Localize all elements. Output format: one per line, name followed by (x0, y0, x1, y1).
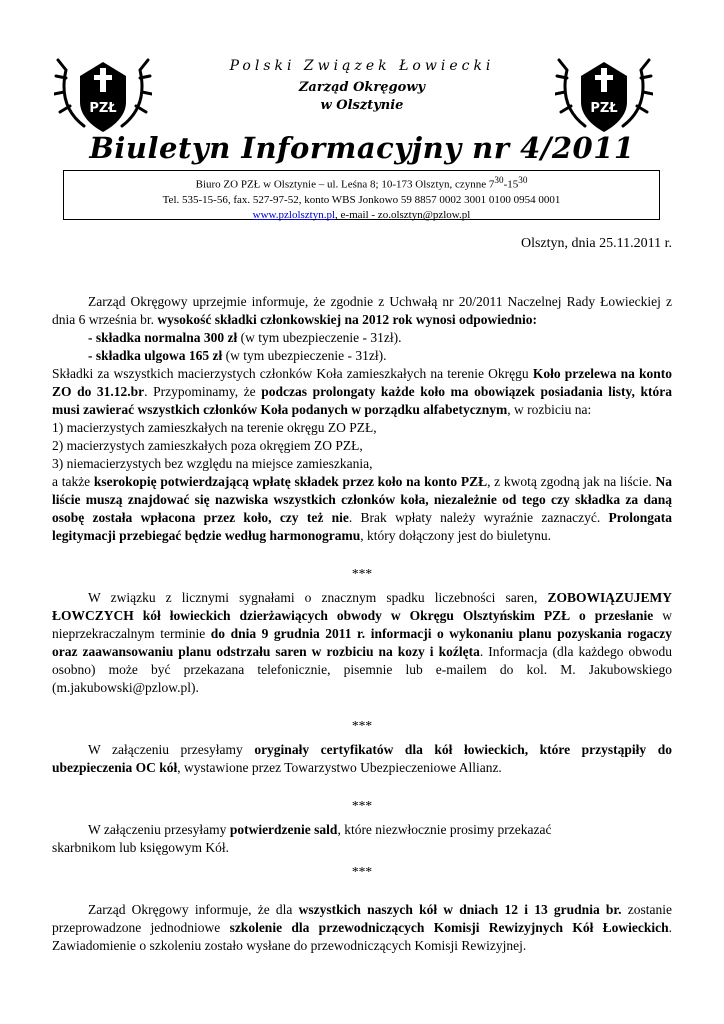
hours-sup: 30 (494, 175, 504, 185)
paragraph-certificates: W załączeniu przesyłamy oryginały certyfikatów dla kół łowieckich, które przystąpiły do ubezpieczenia OC kół, wystawione przez Towarzystwo Ubezpieczeniowe Allianz. (52, 742, 672, 775)
hours-mid: -15 (503, 178, 519, 191)
website-link[interactable]: www.pzlolsztyn.pl (252, 208, 336, 221)
address-line-2: Tel. 535-15-56, fax. 527-97-52, konto WBS Jonkowo 59 8857 0002 3001 0100 0954 0001 (162, 193, 561, 206)
address-text: Biuro ZO PZŁ w Olsztynie – ul. Leśna 8; 10-173 Olsztyn, czynne 7 (195, 178, 495, 191)
bulletin-title: Biuletyn Informacyjny nr 4/2011 (89, 131, 635, 165)
list-item: 1) macierzystych zamieszkałych na terenie okręgu ZO PZŁ, (52, 420, 377, 435)
paragraph-balances: W załączeniu przesyłamy potwierdzenie sald, które niezwłocznie prosimy przekazać (88, 822, 552, 837)
paragraph-roe-deer: W związku z licznymi sygnałami o znacznym spadku liczebności saren, ZOBOWIĄZUJEMY ŁOWCZYCH kół łowieckich dzierżawiących obwody w Okręgu Olsztyńskim PZŁ o przesłanie w nieprzekraczalnym terminie do dnia 9 grudnia 2011 r. informacji o wykonaniu planu pozyskania rogaczy oraz zaawansowaniu planu odstrzału saren w rozbiciu na kozy i koźlęta. Informacja (dla każdego obwodu osobno) może być przekazana telefonicznie, pisemnie lub e-mailem do kol. M. Jakubowskiego (m.jakubowski@pzlow.pl). (52, 590, 673, 695)
document-body (52, 293, 672, 955)
hours-sup: 30 (518, 175, 528, 185)
email-text: , e-mail - zo.olsztyn@pzlow.pl (335, 208, 471, 221)
logo-text: PZŁ (590, 101, 618, 116)
separator: *** (351, 566, 373, 581)
address-line-1 (64, 173, 659, 193)
separator: *** (351, 718, 373, 733)
address-box (63, 170, 660, 220)
address-line-3 (64, 208, 659, 223)
list-item: 2) macierzystych zamieszkałych poza okręgiem ZO PZŁ, (52, 438, 363, 453)
paragraph-copy: a także kserokopię potwierdzającą wpłatę składek przez koło na konto PZŁ, z kwotą zgodną jak na liście. Na liście muszą znajdować się nazwiska wszystkich członków koła, niezależnie od tego czy składka za daną osobę została wpłacona przez koło, czy też nie. Brak wpłaty należy wyraźnie zaznaczyć. Prolongata legitymacji przebiegać będzie według harmonogramu, który dołączony jest do biuletynu. (52, 474, 673, 543)
city-name: w Olsztynie (320, 98, 404, 113)
fee-reduced: - składka ulgowa 165 zł (w tym ubezpieczenie - 31zł). (88, 348, 387, 363)
paragraph-balances-cont: skarbnikom lub księgowym Kół. (52, 840, 229, 855)
logo-text: PZŁ (89, 101, 117, 116)
organization-name: Polski Związek Łowiecki (229, 58, 495, 74)
separator: *** (351, 864, 373, 879)
paragraph-transfer: Składki za wszystkich macierzystych członków Koła zamieszkałych na terenie Okręgu Koło przelewa na konto ZO do 31.12.br. Przypominamy, że podczas prolongaty każde koło ma obowiązek posiadania listy, która musi zawierać wszystkich członków Koła podanych w porządku alfabetycznym, w rozbiciu na: (52, 366, 673, 417)
list-item: 3) niemacierzystych bez względu na miejsce zamieszkania, (52, 456, 373, 471)
fee-normal: - składka normalna 300 zł (w tym ubezpieczenie - 31zł). (88, 330, 402, 345)
paragraph-training: Zarząd Okręgowy informuje, że dla wszystkich naszych kół w dniach 12 i 13 grudnia br. zostanie przeprowadzone jednodniowe szkolenie dla przewodniczących Komisji Rewizyjnych Kół Łowieckich. Zawiadomienie o szkoleniu zostało wysłane do przewodniczących Komisji Rewizyjnej. (52, 902, 673, 953)
paragraph-fees: Zarząd Okręgowy uprzejmie informuje, że zgodnie z Uchwałą nr 20/2011 Naczelnej Rady Łowieckiej z dnia 6 września br. wysokość składki członkowskiej na 2012 rok wynosi odpowiednio: (52, 294, 672, 327)
district-name: Zarząd Okręgowy (298, 80, 426, 95)
separator: *** (351, 798, 373, 813)
document-date: Olsztyn, dnia 25.11.2011 r. (520, 236, 672, 251)
